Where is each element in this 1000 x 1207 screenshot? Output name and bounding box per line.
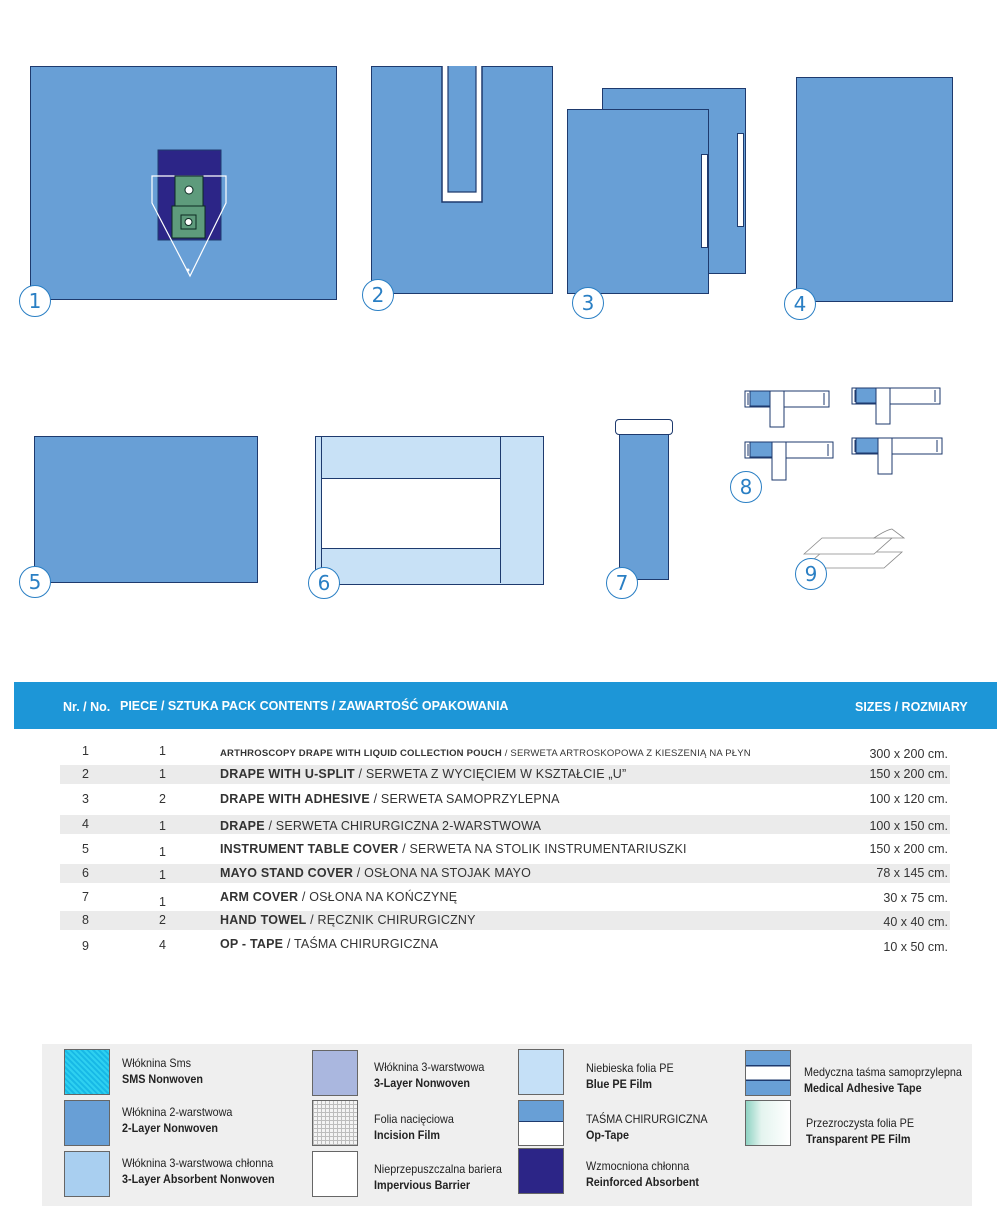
row-desc: / SERWETA NA STOLIK INSTRUMENTARIUSZKI <box>398 842 687 856</box>
row-name: INSTRUMENT TABLE COVER <box>220 842 399 856</box>
legend-en: 3-Layer Absorbent Nonwoven <box>122 1171 275 1186</box>
legend-en: 2-Layer Nonwoven <box>122 1120 219 1135</box>
figure-number-4: 4 <box>784 288 816 320</box>
legend-pl: Przezroczysta folia PE <box>806 1116 915 1130</box>
two-layer-nonwoven-swatch <box>64 1100 110 1146</box>
legend-item-transparent-pe <box>806 1116 914 1147</box>
row-desc: / OSŁONA NA KOŃCZYNĘ <box>298 890 458 904</box>
sms-nonwoven-swatch <box>64 1049 110 1095</box>
row-size: 30 x 75 cm. <box>883 891 948 905</box>
row-nr: 3 <box>82 792 89 806</box>
row-name: DRAPE <box>220 819 265 833</box>
legend-pl: Nieprzepuszczalna bariera <box>374 1162 502 1176</box>
legend-en: Reinforced Absorbent <box>586 1174 700 1189</box>
legend-en: Impervious Barrier <box>374 1177 471 1192</box>
row-description <box>220 937 438 951</box>
liquid-collection-pouch-icon <box>150 148 230 278</box>
legend-item-two-layer <box>122 1105 232 1136</box>
legend-pl: Medyczna taśma samoprzylepna <box>804 1065 962 1079</box>
row-description <box>220 866 531 880</box>
table-row <box>60 935 950 954</box>
row-size: 40 x 40 cm. <box>883 915 948 929</box>
legend-item-sms <box>122 1056 203 1087</box>
legend-en: Transparent PE Film <box>806 1131 911 1146</box>
legend-en: SMS Nonwoven <box>122 1071 204 1086</box>
transparent-pe-film-swatch <box>745 1100 791 1146</box>
row-size: 300 x 200 cm. <box>869 747 948 761</box>
header-nr: Nr. / No. <box>63 700 111 714</box>
u-split-cutout <box>440 66 484 206</box>
mayo-stand-fold-line <box>321 437 322 583</box>
table-row <box>60 840 950 859</box>
row-desc: / RĘCZNIK CHIRURGICZNY <box>306 913 476 927</box>
header-sizes: SIZES / ROZMIARY <box>855 700 968 714</box>
figure-number-2: 2 <box>362 279 394 311</box>
row-description <box>220 842 687 856</box>
row-desc: / OSŁONA NA STOJAK MAYO <box>353 866 532 880</box>
table-row <box>60 911 950 930</box>
row-description <box>220 792 560 806</box>
legend-pl: Włóknina 2-warstwowa <box>122 1105 233 1119</box>
table-row <box>60 742 950 761</box>
legend-en: Medical Adhesive Tape <box>804 1080 922 1095</box>
figure-number-1: 1 <box>19 285 51 317</box>
row-name: ARTHROSCOPY DRAPE WITH LIQUID COLLECTION POUCH <box>220 748 502 759</box>
table-row <box>60 815 950 834</box>
arm-cover-cuff <box>615 419 673 435</box>
row-pieces: 4 <box>159 938 166 952</box>
row-size: 100 x 120 cm. <box>869 792 948 806</box>
three-layer-nonwoven-swatch <box>312 1050 358 1096</box>
arm-cover-illustration <box>619 430 669 580</box>
row-name: DRAPE WITH ADHESIVE <box>220 792 370 806</box>
row-pieces: 2 <box>159 913 166 927</box>
impervious-barrier-swatch <box>312 1151 358 1197</box>
legend-en: Blue PE Film <box>586 1076 653 1091</box>
figure-number-9: 9 <box>795 558 827 590</box>
row-nr: 6 <box>82 866 89 880</box>
row-name: ARM COVER <box>220 890 299 904</box>
legend-pl: Włóknina 3-warstwowa <box>374 1060 485 1074</box>
figure-number-5: 5 <box>19 566 51 598</box>
legend-en: Op-Tape <box>586 1127 630 1142</box>
figure-number-3: 3 <box>572 287 604 319</box>
reinforced-absorbent-swatch <box>518 1148 564 1194</box>
legend-item-reinforced <box>586 1159 699 1190</box>
adhesive-strip <box>737 133 744 227</box>
blue-pe-film-swatch <box>518 1049 564 1095</box>
row-pieces: 1 <box>159 868 166 882</box>
legend-pl: Niebieska folia PE <box>586 1061 674 1075</box>
adhesive-strip <box>701 154 708 248</box>
row-name: DRAPE WITH U-SPLIT <box>220 767 355 781</box>
hand-towels-illustration <box>740 384 950 484</box>
row-name: MAYO STAND COVER <box>220 866 354 880</box>
legend-item-blue-pe <box>586 1061 674 1092</box>
row-size: 150 x 200 cm. <box>869 842 948 856</box>
row-desc: / SERWETA ARTROSKOPOWA Z KIESZENIĄ NA PŁYN <box>501 748 751 759</box>
row-desc: / TAŚMA CHIRURGICZNA <box>283 937 439 951</box>
legend-item-three-layer <box>374 1060 484 1091</box>
row-description <box>220 819 541 833</box>
legend-item-adhesive-tape <box>804 1065 962 1096</box>
row-size: 100 x 150 cm. <box>869 819 948 833</box>
row-nr: 9 <box>82 939 89 953</box>
row-pieces: 1 <box>159 767 166 781</box>
medical-adhesive-tape-swatch <box>745 1050 791 1096</box>
table-row <box>60 864 950 883</box>
row-description <box>220 890 457 904</box>
row-nr: 7 <box>82 890 89 904</box>
legend-pl: TAŚMA CHIRURGICZNA <box>586 1112 708 1126</box>
legend-pl: Folia nacięciowa <box>374 1112 454 1126</box>
mayo-stand-fold-line <box>500 437 501 583</box>
legend-item-incision-film <box>374 1112 454 1143</box>
row-description <box>220 913 476 927</box>
row-nr: 1 <box>82 744 89 758</box>
row-description <box>220 767 626 781</box>
legend-pl: Włóknina 3-warstwowa chłonna <box>122 1156 274 1170</box>
legend-pl: Włóknina Sms <box>122 1056 192 1070</box>
legend-pl: Wzmocniona chłonna <box>586 1159 690 1173</box>
row-desc: / SERWETA SAMOPRZYLEPNA <box>369 792 560 806</box>
row-pieces: 1 <box>159 895 166 909</box>
header-piece-contents: PIECE / SZTUKA PACK CONTENTS / ZAWARTOŚĆ OPAKOWANIA <box>120 699 509 713</box>
instrument-table-cover-illustration <box>34 436 258 583</box>
row-size: 78 x 145 cm. <box>876 866 948 880</box>
row-name: OP - TAPE <box>220 937 284 951</box>
row-nr: 2 <box>82 767 89 781</box>
row-nr: 5 <box>82 842 89 856</box>
legend-item-three-layer-absorbent <box>122 1156 275 1187</box>
row-pieces: 1 <box>159 819 166 833</box>
drape-illustration <box>796 77 953 302</box>
figure-number-6: 6 <box>308 567 340 599</box>
row-description <box>220 748 751 759</box>
row-size: 150 x 200 cm. <box>869 767 948 781</box>
row-desc: / SERWETA CHIRURGICZNA 2-WARSTWOWA <box>264 819 542 833</box>
op-tape-swatch <box>518 1100 564 1146</box>
row-pieces: 1 <box>159 845 166 859</box>
adhesive-drape-front-illustration <box>567 109 709 294</box>
legend-en: 3-Layer Nonwoven <box>374 1075 471 1090</box>
row-nr: 4 <box>82 817 89 831</box>
row-size: 10 x 50 cm. <box>883 940 948 954</box>
table-row <box>60 888 950 907</box>
row-desc: / SERWETA Z WYCIĘCIEM W KSZTAŁCIE „U” <box>354 767 627 781</box>
material-legend <box>42 1044 972 1206</box>
legend-item-op-tape <box>586 1112 708 1143</box>
row-name: HAND TOWEL <box>220 913 307 927</box>
table-row <box>60 790 950 809</box>
row-pieces: 1 <box>159 744 166 758</box>
three-layer-absorbent-swatch <box>64 1151 110 1197</box>
legend-en: Incision Film <box>374 1127 441 1142</box>
incision-film-swatch <box>312 1100 358 1146</box>
legend-item-impervious <box>374 1162 502 1193</box>
pack-contents-table-header <box>14 682 997 729</box>
table-row <box>60 765 950 784</box>
mayo-stand-center-panel <box>321 478 500 549</box>
row-pieces: 2 <box>159 792 166 806</box>
row-nr: 8 <box>82 913 89 927</box>
figure-number-7: 7 <box>606 567 638 599</box>
figure-number-8: 8 <box>730 471 762 503</box>
